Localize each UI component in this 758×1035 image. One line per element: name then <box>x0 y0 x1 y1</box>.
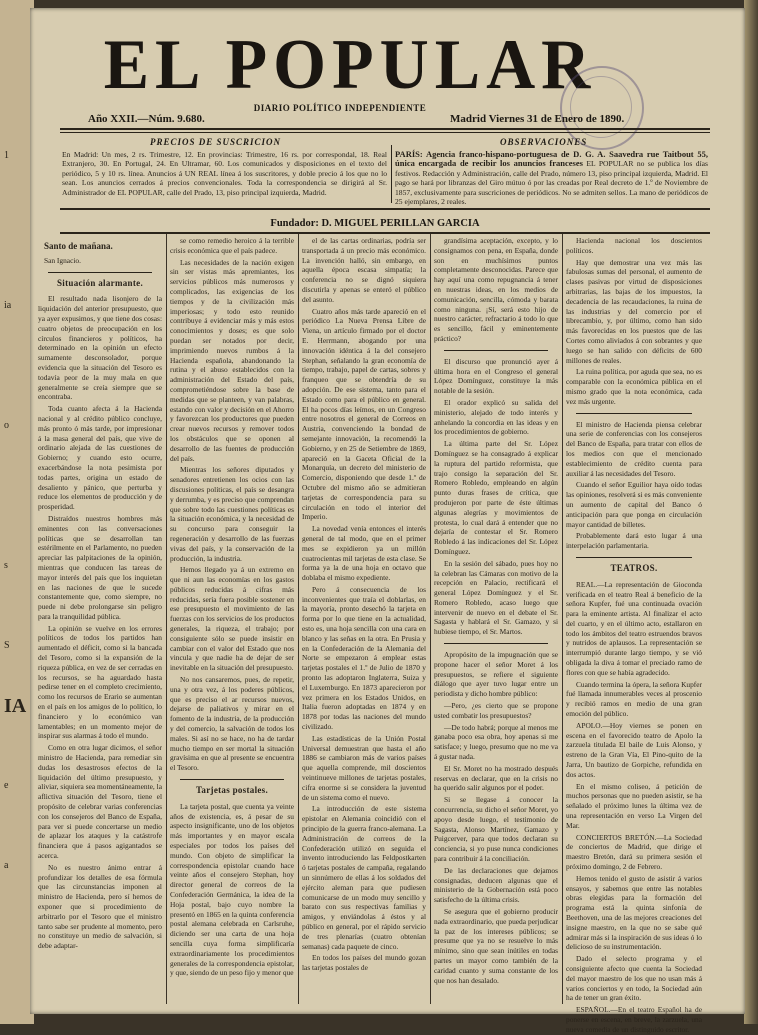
section-rule <box>576 413 692 414</box>
masthead-subtitle: DIARIO POLÍTICO INDEPENDIENTE <box>253 103 427 113</box>
paragraph: Apropósito de la impugnación que se propone hacer el señor Moret á los presupuestos, se refiere el siguiente diálogo que ayer tuvo lugar entre un periodista y dicho hombre público: <box>434 650 558 699</box>
article-title-situacion: Situación alarmante. <box>57 277 143 288</box>
left-fragment: IA <box>4 695 27 717</box>
paragraph: En la sesión del sábado, pues hoy no la celebran las Cámaras con motivo de la recepción en Palacio, rectificará el general López Domínguez y el Sr. Romero Robledo, acaso luego que intervenir de nuevo en el debate el Sr. Sagasta y hablará el Sr. Gamazo, y si hubiese tiempo, el Sr. Martos. <box>434 558 558 637</box>
paragraph: Distraídos nuestros hombres más eminentes con las conversaciones políticas que se desarrollan tan estérilmente en el Parlamento, no pueden apreciar las palpitaciones de la opinión, mientras que conducen las tareas de mayor interés del país que los inquietan en las naciones de que le sucede constantemente que, como siempre, no puede ni debe prolongarse sin peligro para la tranquilidad pública. <box>38 513 162 621</box>
paragraph: El resultado nada lisonjero de la liquidación del anterior presupuesto, que ya ayer expusimos, y que tiene dos cosas: cuatro objetos de preocupación en los círculos financieros y políticos, ha determinado en la opinión un efecto sumamente desconsolador, porque evidencia que la situación del Tesoro es todavía peor de la muy mala en que generalmente se creía siempre que se encontraba. <box>38 294 162 402</box>
paragraph: se como remedio heroico á la terrible crisis económica que el país padece. <box>170 236 294 255</box>
paragraph: Probablemente dará esto lugar á una interpelación parlamentaria. <box>566 531 702 551</box>
paragraph: grandísima aceptación, excepto, y lo consignamos con pena, en España, donde son en muchísimos puntos completamente desconocidas. Parece que hay aquí una como repugnancia á tener en nuestras ideas, en los medios de comunicación, sencilla, cómoda y barata como ninguna. ¡Sí, será esto hijo de nuestro carácter, refractario á todo lo que es sencillo, fácil y eminentemente práctico? <box>434 236 558 343</box>
left-fragment: a <box>4 860 9 871</box>
paragraph: En el mismo coliseo, á petición de muchos personas que no pueden asistir, se ha señalado el próximo lunes la última vez de una representación en verso La Virgen del Mar. <box>566 781 702 830</box>
paragraph: REAL.—La representación de Gioconda verificada en el teatro Real á beneficio de la señora Kupfer, fué una continuada ovación para la eminente artista. Al finalizar el acto del cuarto, y en el último acto, estallaron en todo los ámbitos del teatro estruendos bravos y nutridos de aplausos. La representación se interrumpió durante largo tiempo, y se vió obligada la diva á tomar el preciado ramo de flores con que se había agradecido. <box>566 579 702 677</box>
paragraph: Mientras los señores diputados y senadores entretienen los ocios con las discusiones políticas, el país se desangra y derrumba, y es preciso que comprendan que sobre todo las cuestiones políticas es la situación económica, y la necesidad de su concurso para conseguir la regeneración y desarrollo de las fuerzas vivas del país, y la conservación de la producción, la industria. <box>170 465 294 563</box>
section-rule <box>180 779 284 780</box>
header-divider <box>391 145 392 203</box>
paragraph: El ministro de Hacienda piensa celebrar una serie de conferencias con los consejeros del Banco de España, para tratar con ellos de los medios con que el mencionado establecimiento de crédito cuenta para auxiliar á las necesidades del Tesoro. <box>566 419 702 478</box>
observations-text: EL POPULAR no se publica los días festivos. Redacción y Administración, calle del Prado, número 13, piso principal izquierda, Madrid. El pago se hará por libranzas del Giro mútuo ó por las creadas por Real decreto de 1.º de Noviembre de 1857, exclusivamente para suscriciones de periódicos. No se admiten sellos. La mano de periódicos de 25 ejemplares, 2 reales. <box>395 159 708 207</box>
paragraph: No es nuestro ánimo entrar á profundizar los detalles de esa fórmula que las circunstancias imponen al ministro de Hacienda, pero sí hemos de exponer que si procedimiento de arbitrarlo por el Tesoro que el ministro tanto sabe ser prudente al momento, pero no constituye un medio de salvación, si debe adaptar- <box>38 862 162 951</box>
left-fragment: s <box>4 560 8 571</box>
column-divider <box>562 234 563 1004</box>
column-5 <box>566 236 702 1034</box>
paragraph: CONCIERTOS BRETÓN.—La Sociedad de conciertos de Madrid, que dirige el maestro Bretón, dará su primera sesión el próximo domingo, 2 de Febrero. <box>566 832 702 872</box>
paragraph: El orador explicó su salida del ministerio, alejado de todo interés y anhelando la concordia en las ideas y en los procedimientos de gobierno. <box>434 397 558 437</box>
founder-rule-bottom <box>60 232 710 234</box>
column-2 <box>170 236 294 1008</box>
paragraph: La ruina política, por aguda que sea, no es comparable con la económica pública en el mismo grado que la nota económica, cada vez más urgente. <box>566 367 702 406</box>
paragraph: Cuatro años más tarde apareció en el periódico La Nueva Prensa Libre de Viena, un artículo firmado por el doctor E. Herrmann, abogando por una innovación idéntica á la del consejero Stephan, señalando la gran economía de tiempo, trabajo, papel de cartas, sobres y franqueo que se obtendría de su adopción. De ese sistema, tanto para el Estado como para el público en general. El ha pocos días leímos, en un Congreso entre nosotros el general de Correos en Austria, convenciendo la bondad de semejante innovación, la recomendó la Gobierno, y en 25 de Setiembre de 1869, apareció en la Gaceta Oficial de la Monarquía, un decreto del ministerio de Comercio, disponiendo que desde 1.º de Octubre del mismo año se admitieran tarjetas de correspondencia para su circulación en todo el interior del Imperio. <box>302 306 426 522</box>
left-fragment: o <box>4 420 9 431</box>
santo-name: San Ignacio. <box>44 255 81 265</box>
column-divider <box>430 234 431 1004</box>
column-3 <box>302 236 426 1008</box>
paragraph: APOLO.—Hoy viernes se ponen en escena en el favorecido teatro de Apolo la zarzuela titulada El baile de Luis Alonso, y estreno de la Gran Vía, El Pino-quito de la Jarra, Un bautizo de Gorpiche, refundida en dos actos. <box>566 720 702 779</box>
observations-paris: PARÍS: Agencia franco-hispano-portuguesa de D. G. A. Saavedra rue Taitbout 55, única encargada de recibir los anuncios franceses <box>395 149 708 169</box>
paragraph: Se asegura que el gobierno producir nada extraordinario, que pueda perjudicar la paz de los intereses públicos; se presume que ya no se resuelve lo más mínimo, sino que sean inútiles en todas partes un mayor como también de la caridad cuanto y suma constante de los que nos han desalado. <box>434 907 558 985</box>
paragraph: Hay que demostrar una vez más las fabulosas sumas del personal, el aumento de clases pasivas por virtud de disposiciones arbitrarias, las bajas de los impuestos, la decadencia de las recaudaciones, la ruina de las industrias y del comercio por el librecambio, y, por último, como han sido más favorecidas en los puestos que de las Cortes como aliviados á con sobrantes y que luego se han salido con déficits de 600 millones de reales. <box>566 257 702 365</box>
paragraph: La última parte del Sr. López Domínguez se ha consagrado á explicar la ruptura del partido reformista, que trajo consigo la separación del Sr. Romero Robledo, empleando en algún punto duras frases de crítica, que produjeron por parte de éste últimas algunas alegrías y movimientos de protesta, lo cual dará á entender que no dejaría de contestar el Sr. Romero Robledo á las indicaciones del Sr. López Domínguez. <box>434 439 558 556</box>
section-title-teatros: TEATROS. <box>610 562 658 573</box>
paragraph: La introducción de este sistema epistolar en Alemania coincidió con el principio de la guerra franco-alemana. La Administración de correos de la Confederación utilizó en seguida el invento introduciendo las Feldpostkarten ó tarjetas postales de campaña, regalando un sinnúmero de ellas á los soldados del ejército aleman para que pudiesen comunicarse de un modo muy sencillo y barato con sus respectivas familias y amigos, y enviándolas á éstos y al público en general, por el rápido servicio de tres plenarías (cuatro obtenían semanas) cada paquete de cinco. <box>302 804 426 951</box>
section-rule <box>444 350 548 351</box>
observations-block <box>395 150 708 206</box>
issue-date: Madrid Viernes 31 de Enero de 1890. <box>450 113 625 125</box>
section-rule <box>444 643 548 644</box>
paragraph: Pero á consecuencia de los inconvenientes que traía el doblarlas, en la mayoría, pronto desechó la tarjeta en forma por lo que tiene en la actualidad, esto es, una hoja sencilla con una cara en blanco y las señas en la otra. En Prusia y en la Confederación de la Alemania del Norte se empezaron á emplear estas tarjetas postales el 1.º de Julio de 1870 y pronto las adoptaron Inglaterra, Suiza y el Luxemburgo. En 1873 aparecieron por vez primera en los Estados Unidos, en Italia fueron adoptadas en 1874 y en 1878 por todas las naciones del mundo civilizado. <box>302 584 426 732</box>
founder-line: Fundador: D. MIGUEL PERILLAN GARCIA <box>270 218 480 229</box>
paragraph: Hacienda nacional los doscientos políticos. <box>566 236 702 255</box>
left-fragment: ia <box>4 300 12 311</box>
left-page-fragment <box>0 0 34 1024</box>
paragraph: Cuando termina la ópera, la señora Kupfer fué llamada innumerables veces al proscenio y recibió ramos en medio de una gran emoción del público. <box>566 679 702 719</box>
paragraph: Hemos llegado ya á un extremo en que ni aun las economías en los gastos públicos reducidas á cifras más reducidas, sería fuera posible sostener en ese presupuesto el movimiento de las fuerzas con los servicios de los productos generales, la riqueza, el trabajo; por consiguiente sólo se puede insistir en cambiar con el valor del Estado que nos vincula y que nadie ha de dejar de ser inevitable en la situación del presupuesto. <box>170 565 294 673</box>
paragraph: No nos cansaremos, pues, de repetir, una y otra vez, á los poderes públicos, que es preciso el ar recursos nuevos, dejarse de paliativos y mirar en el fomento de la industria, de la producción y del comercio, la salvación de todos los males. Si así no se hace, no ha de tardar mucho tiempo en ser mortal la situación gravísima en que al presente se encuentra el Tesoro. <box>170 675 294 773</box>
paragraph: el de las cartas ordinarias, podría ser transportada á un precio más económico. La invención halló, sin embargo, en aquella época escasa simpatía; la conferencia no se dignó siquiera discutirla y apenas se enteró el público del asunto. <box>302 236 426 304</box>
paragraph: —De todo habrá; porque al menos me ganaba poco esa obra, hoy apenas si me satisface; y luego, presumo que no me va á gustar nada. <box>434 722 558 762</box>
paragraph: Si se llegase á conocer la concurrencia, su dicho el señor Moret, yo apoyo desde luego, el testimonio de Sagasta, Alonso Martínez, Gamazo y Puigcerver, para que todos declaran su conciencia, si yo puse nunca condiciones para contribuir á la conciliación. <box>434 795 558 864</box>
right-page-edge <box>744 0 758 1024</box>
column-divider <box>298 234 299 1004</box>
paragraph: El discurso que pronunció ayer á última hora en el Congreso el general López Domínguez, constituye la más notable de la sesión. <box>434 356 558 396</box>
paragraph: La opinión se vuelve en los errores políticos de todos los partidos han aumentado el déficit, como si la bancada del Tesoro, como si la expansión de la riqueza pública, en vez de ser cerradas en los recursos, se ha aguardado hasta pedirse tener en el completo crecimiento, como los recursos de Erario se aumentan en el país en los amigos de lo político, lo financiero y lo económico van lamentables; en un momento mejor de inspirar sus alarmas á todo el mundo. <box>38 623 162 741</box>
paragraph: —Pero, ¿es cierto que se propone usted combatir los presupuestos? <box>434 701 558 720</box>
header-rule <box>60 128 710 130</box>
masthead-title: EL POPULAR <box>103 24 597 104</box>
paragraph: Cuando el señor Eguilior haya oído todas las opiniones, resolverá si es más conveniente un aumento de capital del Banco ó anticipación para que ponga en circulación mayor cantidad de billetes. <box>566 480 702 529</box>
paragraph: Como en otra lugar dicimos, el señor ministro de Hacienda, para remediar sin dudas los desastrosos efectos de la liquidación del último presupuesto, y aliviar, siquiera sea momentáneamente, la aflictiva situación del Tesoro, tiene el propósito de celebrar varias conferencias con los consejeros del Banco de España, para ver si puede concertarse un medio de aplazar los ataques y la catástrofe financiera que á pasos agigantados se acerca. <box>38 743 162 861</box>
paragraph: Toda cuanto afecta á la Hacienda nacional y al crédito público concluye, más pronto ó más tarde, por impresionar á la masa general del país, que vive de ordinario alejada de las cuestiones de Gobierno; y cuando esto ocurre, exacerbándose la nota pesimista por todas partes, origina un estado de desaliento y pánico, que perturba y reduce los elementos de producción y de prosperidad. <box>38 404 162 512</box>
paragraph: El Sr. Moret no ha mostrado después reservas en declarar, que en la crisis no ha querido salir algunos por el poder. <box>434 763 558 793</box>
section-rule <box>576 557 692 558</box>
paragraph: Las estadísticas de la Unión Postal Universal demuestran que hasta el año 1886 se cambiaron más de varios países que aquella comprende, mil doscientos veintinueve millones de tarjetas postales, cifra enorme si se considera la juventud de un sistema como el nuevo. <box>302 733 426 802</box>
founder-rule-top <box>60 208 710 210</box>
left-fragment: e <box>4 780 9 791</box>
column-divider <box>166 234 167 1004</box>
paragraph: La tarjeta postal, que cuenta ya veinte años de existencia, es, á pesar de su aspecto insignificante, uno de los objetos más importantes y en mayor escala especiales por todos los países del mundo. Con objeto de simplificar la correspondencia epistolar cuando hace veinte años el consejero Stephan, hoy director general de correos de la Confederación Germánica, la idea de la Hoja postal, bajo cuyo nombre la presentó en 1865 en la quinta conferencia postal alemana celebrada en Carlsruhe, diciendo ser una carta de una hoja sencilla cuya forma simplificaría extraordinariamente los procedimientos generales de la correspondencia epistolar, y que, siendo de un peso fijo y menor que <box>170 801 294 978</box>
paragraph: Las necesidades de la nación exigen sin ser vistas más apremiantes, los servicios públicos más numerosos y complicados, las exigencias de los tiempos y de la civilización más imperiosas; y todo esto reunido contribuye á evidenciar más y más estos conocimientos y doses; es que solo puedan ser notados por decir, imprimiendo nuevos rumbos á la Hacienda española, abandonando la rutina y el abuso establecidos con la administración del Estado del país, comprometiéndose sobre la base de medidas que se planteen, y van palabras, estando con valor y decisión en el Ahorro y favorezcan los productores que pueden crear nuevos recursos y remover todos los obstáculos que se oponen al desarrollo de las fuentes de producción del país. <box>170 257 294 463</box>
column-4 <box>434 236 558 1008</box>
paragraph: Hemos tenido el gusto de asistir á varios ensayos, y sabemos que entre las notables obras elegidas para la formación del programa está la quinta sinfonía de Beethoven, una de las mejores creaciones del insigne maestro, en la que no se sabe qué admirar más si la inspiración de sus ideas ó lo delicioso de su instrumentación. <box>566 873 702 952</box>
paragraph: Dado el selecto programa y el consiguiente afecto que cuenta la Sociedad del mayor maestro de los que no usan más á varios conciertos y en todo, la Sociedad aún ha de tener un gran éxito. <box>566 954 702 1003</box>
paragraph: ESPAÑOL.—En el teatro Español ha de ponerse en escena, en breve, la zarzuela, una nueva comedia de un distinguido escritor. <box>566 1005 702 1034</box>
left-fragment: 1 <box>4 150 9 161</box>
issue-number: Año XXII.—Núm. 9.680. <box>88 113 205 125</box>
santo-title: Santo de mañana. <box>44 241 113 251</box>
subscription-heading: PRECIOS DE SUSCRICION <box>150 137 282 147</box>
paragraph: De las declaraciones que dejamos consignadas, deducen algunas que el ministerio de la Gobernación está poco satisfecho de la última crisis. <box>434 865 558 905</box>
paragraph: La novedad venía entonces el interés general de tal modo, que en el primer mes se expidieron ya un millón cuatrocientas mil tarjetas de esta clase. Se forma ya la de una hoja en octavo que doblaba el mismo expediente. <box>302 524 426 583</box>
paragraph: En todos los países del mundo gozan las tarjetas postales de <box>302 953 426 973</box>
column-1 <box>38 236 162 1008</box>
section-rule <box>48 272 152 273</box>
subscription-text: En Madrid: Un mes, 2 rs. Trimestre, 12. En provincias: Trimestre, 16 rs. por correspondal, 18. Real Extranjero, 30. En Portugal, 24. En Ultramar, 60. Los comunicados y disposiciones en el texto del periódico, 5 y 10 rs. línea. Anuncios á UN REAL línea á los suscritores, y doble precio á los que no lo sean. Los anuncios cerrados á precios convencionales. Toda la correspondencia se dirigirá al Sr. Administrador de EL POPULAR, calle del Prado, 13, piso principal izquierda, Madrid. <box>62 150 387 197</box>
header-rule-thin <box>60 132 710 133</box>
left-fragment: S <box>4 640 10 651</box>
observations-heading: OBSERVACIONES <box>500 137 588 147</box>
article-title-tarjetas: Tarjetas postales. <box>195 785 269 796</box>
